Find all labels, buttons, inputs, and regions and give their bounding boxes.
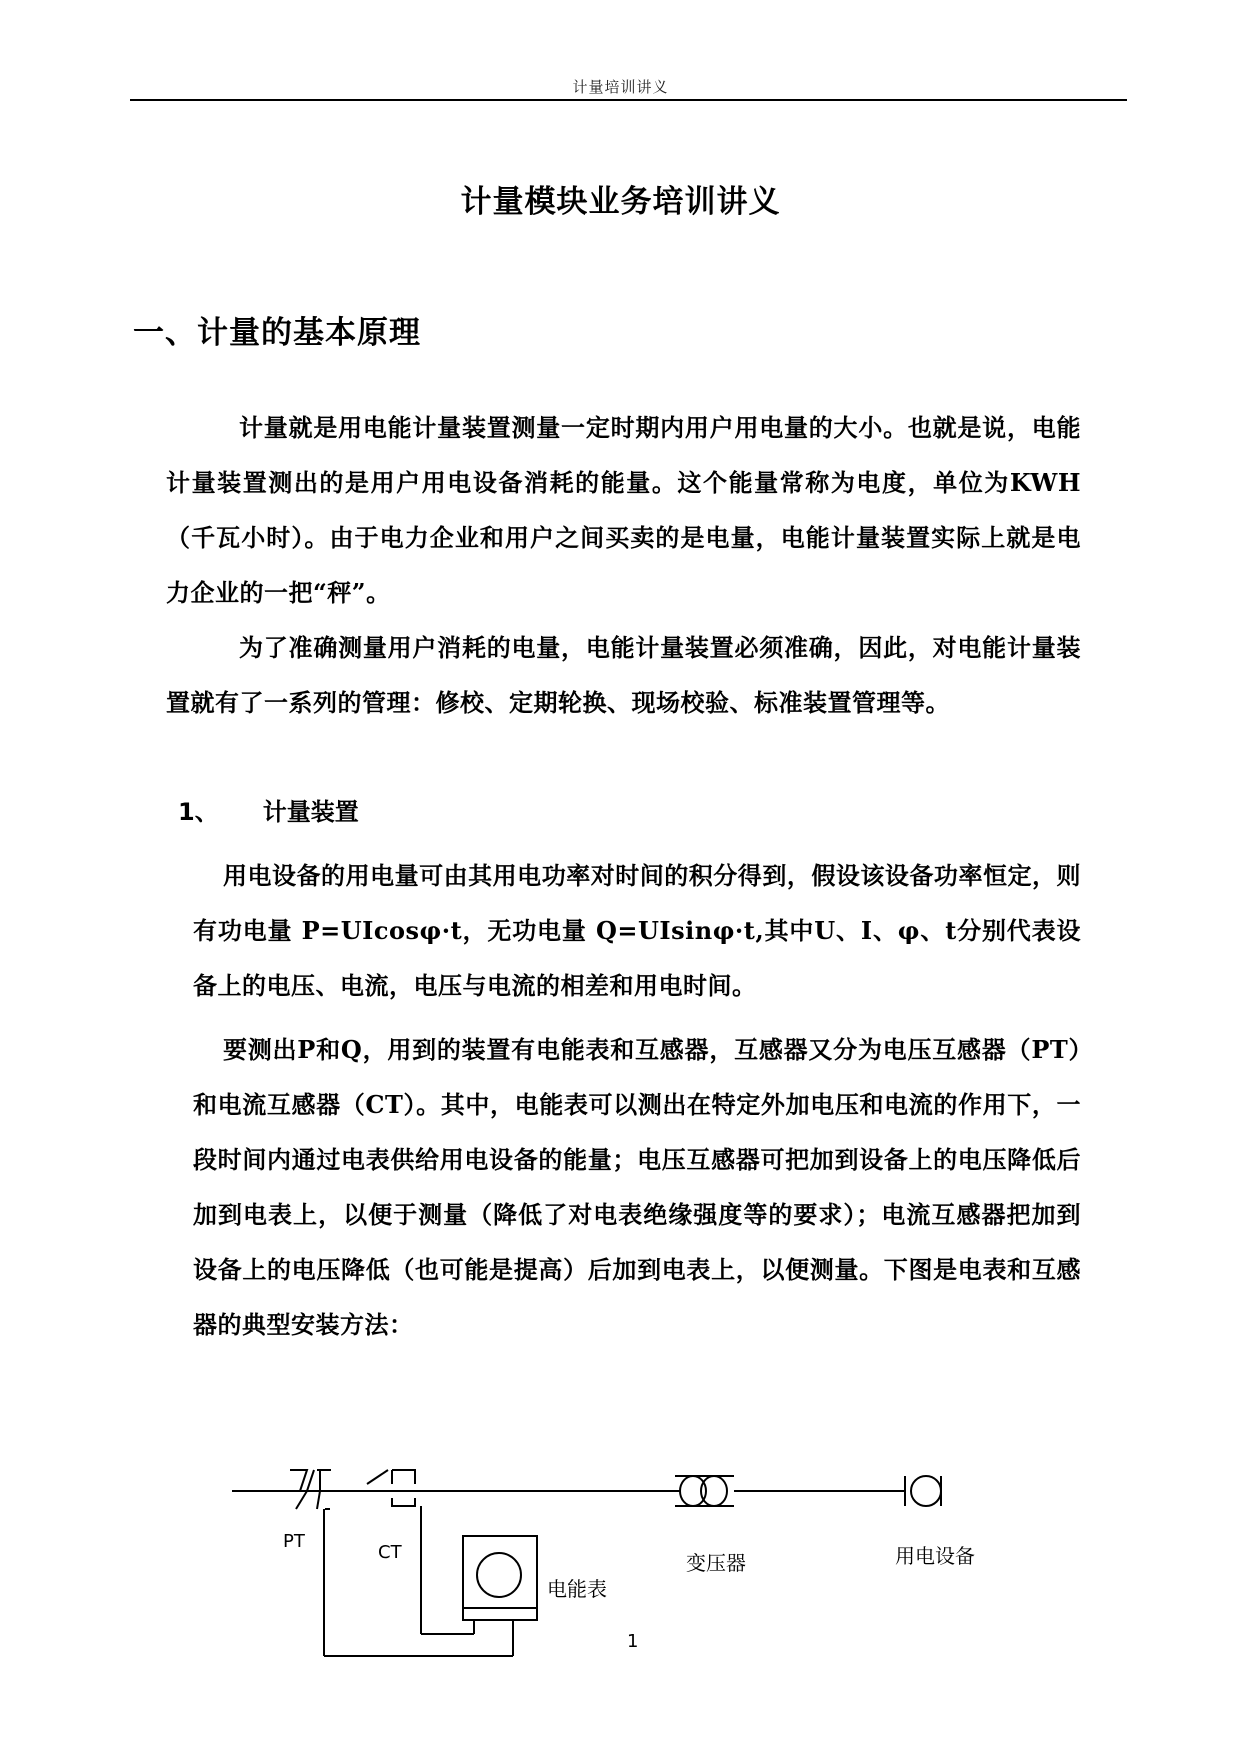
load-label: 用电设备 <box>895 1544 975 1568</box>
transformer-symbol <box>675 1476 734 1506</box>
ct-label: CT <box>378 1542 402 1563</box>
load-symbol <box>905 1476 941 1506</box>
paragraph: 用电设备的用电量可由其用电功率对时间的积分得到，假设该设备功率恒定，则有功电量 P=UIcosφ·t，无功电量 Q=UIsinφ·t,其中U、I、φ、t分别代表设备上的电压、电流，电压与电流的相差和用电时间。 <box>193 861 1081 1000</box>
pt-label: PT <box>283 1531 305 1552</box>
subsection-number: 1、 <box>178 798 219 826</box>
ct-symbol <box>367 1470 415 1506</box>
meter-label: 电能表 <box>547 1577 607 1601</box>
transformer-label: 变压器 <box>686 1551 746 1575</box>
pt-symbol <box>290 1470 331 1509</box>
subsection-label: 计量装置 <box>262 797 359 826</box>
paragraph: 要测出P和Q，用到的装置有电能表和互感器，互感器又分为电压互感器（PT）和电流互感器（CT）。其中，电能表可以测出在特定外加电压和电流的作用下，一段时间内通过电表供给用电设备的能量；电压互感器可把加到设备上的电压降低后加到电表上，以便于测量（降低了对电表绝缘强度等的要求）；电流互感器把加到设备上的电压降低（也可能是提高）后加到电表上，以便测量。下图是电表和互感器的典型安装方法： <box>193 1035 1081 1339</box>
document-title: 计量模块业务培训讲义 <box>460 184 781 220</box>
paragraph: 为了准确测量用户消耗的电量，电能计量装置必须准确，因此，对电能计量装置就有了一系列的管理：修校、定期轮换、现场校验、标准装置管理等。 <box>166 633 1081 717</box>
section-heading: 一、计量的基本原理 <box>133 315 421 351</box>
meter-dial <box>477 1553 521 1597</box>
page-number: 1 <box>627 1631 639 1652</box>
paragraph: 计量就是用电能计量装置测量一定时期内用户用电量的大小。也就是说，电能计量装置测出的是用户用电设备消耗的能量。这个能量常称为电度，单位为KWH（千瓦小时）。由于电力企业和用户之间买卖的是电量，电能计量装置实际上就是电力企业的一把“秤”。 <box>166 413 1081 607</box>
running-header: 计量培训讲义 <box>572 78 669 96</box>
